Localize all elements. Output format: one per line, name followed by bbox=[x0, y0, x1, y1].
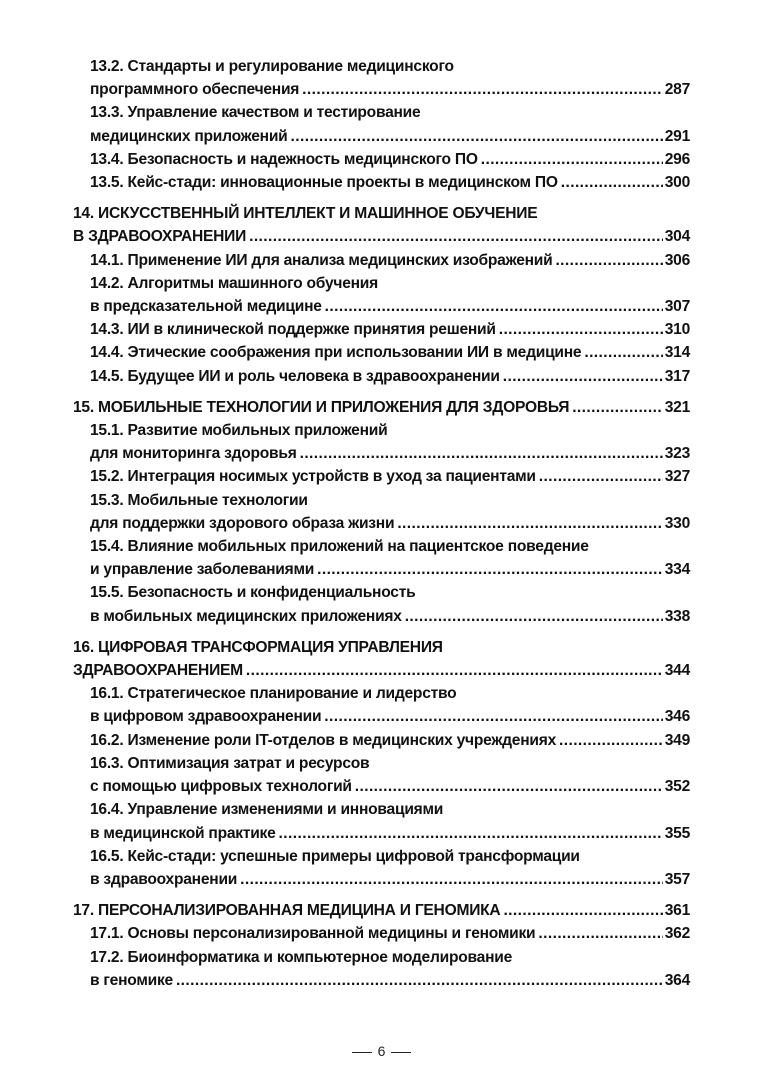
toc-entry-title-line: 17. ПЕРСОНАЛИЗИРОВАННАЯ МЕДИЦИНА И ГЕНОМИКА bbox=[73, 902, 501, 920]
toc-page-number: 364 bbox=[664, 971, 690, 989]
toc-entry-title-line: и управление заболеваниями bbox=[90, 561, 315, 579]
toc-section-entry[interactable] bbox=[73, 489, 690, 535]
toc-section-entry[interactable] bbox=[73, 465, 690, 488]
toc-chapter-entry[interactable] bbox=[73, 202, 690, 248]
toc-page-number: 355 bbox=[664, 824, 690, 842]
dot-leader bbox=[324, 705, 662, 728]
toc-entry-title-line: 17.1. Основы персонализированной медицины и геномики bbox=[90, 925, 536, 943]
toc-page-number: 287 bbox=[664, 81, 690, 99]
toc-page-number: 321 bbox=[664, 398, 690, 416]
toc-page-number: 304 bbox=[664, 228, 690, 246]
toc-page-number: 323 bbox=[664, 445, 690, 463]
toc-entry-title-line: для мониторинга здоровья bbox=[90, 445, 297, 463]
toc-section-entry[interactable] bbox=[73, 729, 690, 752]
dot-leader bbox=[240, 868, 663, 891]
toc-entry-title-line: 16.5. Кейс-стади: успешные примеры цифровой трансформации bbox=[90, 847, 580, 865]
toc-entry-last-line bbox=[90, 125, 690, 148]
dot-leader bbox=[559, 729, 663, 752]
toc-entry-last-line bbox=[90, 318, 690, 341]
dot-leader bbox=[584, 341, 662, 364]
toc-entry-last-line bbox=[90, 512, 690, 535]
dot-leader bbox=[246, 659, 663, 682]
toc-chapter-entry[interactable] bbox=[73, 396, 690, 419]
toc-section-entry[interactable] bbox=[73, 845, 690, 891]
dot-leader bbox=[249, 225, 663, 248]
toc-entry-title-line: 16. ЦИФРОВАЯ ТРАНСФОРМАЦИЯ УПРАВЛЕНИЯ bbox=[73, 638, 443, 656]
toc-entry-last-line bbox=[73, 659, 690, 682]
toc-page-number: 291 bbox=[664, 127, 690, 145]
toc-section-entry[interactable] bbox=[73, 318, 690, 341]
toc-page-number: 334 bbox=[664, 561, 690, 579]
toc-section-entry[interactable] bbox=[73, 682, 690, 728]
toc-page-number: 357 bbox=[664, 870, 690, 888]
toc-page-number: 352 bbox=[664, 778, 690, 796]
toc-page-number: 317 bbox=[664, 367, 690, 385]
toc-section-entry[interactable] bbox=[73, 535, 690, 581]
toc-entry-title-line: 14.3. ИИ в клинической поддержке принятия решений bbox=[90, 321, 496, 339]
toc-entry-title-line: 13.3. Управление качеством и тестирование bbox=[90, 104, 421, 122]
toc-entry-title-line: в здравоохранении bbox=[90, 870, 238, 888]
toc-section-entry[interactable] bbox=[73, 101, 690, 147]
toc-section-entry[interactable] bbox=[73, 341, 690, 364]
toc-entry-last-line bbox=[73, 899, 690, 922]
toc-page-number: 310 bbox=[664, 321, 690, 339]
toc-section-entry[interactable] bbox=[73, 752, 690, 798]
toc-page-number: 327 bbox=[664, 468, 690, 486]
toc-entry-title-line: 16.4. Управление изменениями и инновациями bbox=[90, 801, 444, 819]
toc-entry-title-line: с помощью цифровых технологий bbox=[90, 778, 352, 796]
toc-entry-last-line bbox=[90, 775, 690, 798]
toc-entry-title-line: 13.2. Стандарты и регулирование медицинского bbox=[90, 58, 454, 75]
toc-page-number: 346 bbox=[664, 708, 690, 726]
toc-entry-last-line bbox=[90, 249, 690, 272]
toc-entry-last-line bbox=[90, 605, 690, 628]
toc-section-entry[interactable] bbox=[73, 148, 690, 171]
toc-section-entry[interactable] bbox=[73, 365, 690, 388]
toc-entry-title-line: 14.4. Этические соображения при использовании ИИ в медицине bbox=[90, 344, 582, 362]
dot-leader bbox=[538, 922, 662, 945]
toc-page-number: 362 bbox=[664, 925, 690, 943]
toc-entry-title-line: 13.5. Кейс-стади: инновационные проекты в медицинском ПО bbox=[90, 174, 558, 192]
dot-leader bbox=[539, 465, 663, 488]
page-number: 6 bbox=[377, 1043, 386, 1059]
toc-chapter-entry[interactable] bbox=[73, 899, 690, 922]
dot-leader bbox=[325, 295, 663, 318]
toc-section-entry[interactable] bbox=[73, 171, 690, 194]
toc-page-number: 314 bbox=[664, 344, 690, 362]
toc-page-number: 306 bbox=[664, 251, 690, 269]
toc-entry-last-line bbox=[90, 442, 690, 465]
toc-entry-title-line: 15.2. Интеграция носимых устройств в уход за пациентами bbox=[90, 468, 536, 486]
toc-page-number: 361 bbox=[664, 902, 690, 920]
toc-page-number: 349 bbox=[664, 731, 690, 749]
toc-entry-title-line: в геномике bbox=[90, 971, 173, 989]
toc-entry-title-line: 15.3. Мобильные технологии bbox=[90, 491, 308, 509]
toc-page-number: 344 bbox=[664, 662, 690, 680]
toc-entry-last-line bbox=[90, 705, 690, 728]
toc-entry-title-line: 14.1. Применение ИИ для анализа медицинских изображений bbox=[90, 251, 553, 269]
toc-entry-last-line bbox=[90, 729, 690, 752]
dot-leader bbox=[302, 78, 663, 101]
toc-entry-last-line bbox=[90, 171, 690, 194]
toc-entry-title-line: 13.4. Безопасность и надежность медицинского ПО bbox=[90, 150, 478, 168]
toc-entry-title-line: 16.2. Изменение роли IT-отделов в медицинских учреждениях bbox=[90, 731, 556, 749]
toc-entry-last-line bbox=[73, 396, 690, 419]
dot-leader bbox=[555, 249, 662, 272]
toc-entry-last-line bbox=[90, 365, 690, 388]
toc-entry-title-line: 15.4. Влияние мобильных приложений на пациентское поведение bbox=[90, 538, 589, 556]
toc-section-entry[interactable] bbox=[73, 946, 690, 992]
dot-leader bbox=[300, 442, 663, 465]
toc-entry-title-line: 15.1. Развитие мобильных приложений bbox=[90, 422, 388, 440]
toc-entry-title-line: 15. МОБИЛЬНЫЕ ТЕХНОЛОГИИ И ПРИЛОЖЕНИЯ ДЛЯ ЗДОРОВЬЯ bbox=[73, 398, 570, 416]
toc-entry-title-line: 15.5. Безопасность и конфиденциальность bbox=[90, 584, 416, 602]
toc-section-entry[interactable] bbox=[73, 249, 690, 272]
toc-entry-last-line bbox=[90, 295, 690, 318]
toc-entry-title-line: для поддержки здорового образа жизни bbox=[90, 514, 395, 532]
dot-leader bbox=[499, 318, 663, 341]
toc-section-entry[interactable] bbox=[73, 798, 690, 844]
toc-entry-last-line bbox=[90, 868, 690, 891]
dot-leader bbox=[405, 605, 663, 628]
toc-page-number: 330 bbox=[664, 514, 690, 532]
toc-entry-last-line bbox=[90, 969, 690, 992]
toc-chapter-entry[interactable] bbox=[73, 636, 690, 682]
toc-entry-title-line: ЗДРАВООХРАНЕНИЕМ bbox=[73, 662, 243, 680]
toc-entry-title-line: в мобильных медицинских приложениях bbox=[90, 607, 402, 625]
toc-section-entry[interactable] bbox=[73, 55, 690, 101]
toc-entry-title-line: 16.1. Стратегическое планирование и лидерство bbox=[90, 685, 457, 703]
footer-dash-right bbox=[391, 1052, 411, 1053]
toc-entry-last-line bbox=[90, 78, 690, 101]
toc-entry-last-line bbox=[90, 465, 690, 488]
toc-entry-title-line: в цифровом здравоохранении bbox=[90, 708, 322, 726]
toc-entry-title-line: в медицинской практике bbox=[90, 824, 276, 842]
toc-entry-last-line bbox=[90, 822, 690, 845]
toc-entry-title-line: в предсказательной медицине bbox=[90, 298, 322, 316]
toc-entry-title-line: 14.2. Алгоритмы машинного обучения bbox=[90, 274, 378, 292]
toc-entry-title-line: 14. ИСКУССТВЕННЫЙ ИНТЕЛЛЕКТ И МАШИННОЕ ОБУЧЕНИЕ bbox=[73, 205, 538, 223]
toc-entry-title-line: программного обеспечения bbox=[90, 81, 300, 99]
toc-entry-title-line: 14.5. Будущее ИИ и роль человека в здравоохранении bbox=[90, 367, 500, 385]
toc-entry-last-line bbox=[90, 341, 690, 364]
dot-leader bbox=[503, 899, 662, 922]
toc-entry-title-line: В ЗДРАВООХРАНЕНИИ bbox=[73, 228, 247, 246]
toc-page-number: 296 bbox=[664, 150, 690, 168]
dot-leader bbox=[481, 148, 663, 171]
dot-leader bbox=[397, 512, 662, 535]
toc-entry-title-line: 17.2. Биоинформатика и компьютерное моделирование bbox=[90, 948, 512, 966]
dot-leader bbox=[561, 171, 663, 194]
toc-section-entry[interactable] bbox=[73, 272, 690, 318]
toc-entry-title-line: медицинских приложений bbox=[90, 127, 288, 145]
toc-section-entry[interactable] bbox=[73, 922, 690, 945]
toc-page-number: 300 bbox=[664, 174, 690, 192]
toc-entry-title-line: 16.3. Оптимизация затрат и ресурсов bbox=[90, 754, 370, 772]
page-footer bbox=[0, 1043, 763, 1059]
dot-leader bbox=[572, 396, 663, 419]
dot-leader bbox=[317, 558, 663, 581]
dot-leader bbox=[279, 822, 663, 845]
toc-entry-last-line bbox=[73, 225, 690, 248]
footer-dash-left bbox=[352, 1052, 372, 1053]
dot-leader bbox=[503, 365, 663, 388]
toc-section-entry[interactable] bbox=[73, 581, 690, 627]
toc-page-number: 338 bbox=[664, 607, 690, 625]
toc-page-number: 307 bbox=[664, 298, 690, 316]
toc-section-entry[interactable] bbox=[73, 419, 690, 465]
toc-entry-last-line bbox=[90, 558, 690, 581]
table-of-contents bbox=[73, 55, 690, 992]
dot-leader bbox=[355, 775, 663, 798]
toc-entry-last-line bbox=[90, 148, 690, 171]
toc-entry-last-line bbox=[90, 922, 690, 945]
dot-leader bbox=[176, 969, 663, 992]
dot-leader bbox=[291, 125, 663, 148]
